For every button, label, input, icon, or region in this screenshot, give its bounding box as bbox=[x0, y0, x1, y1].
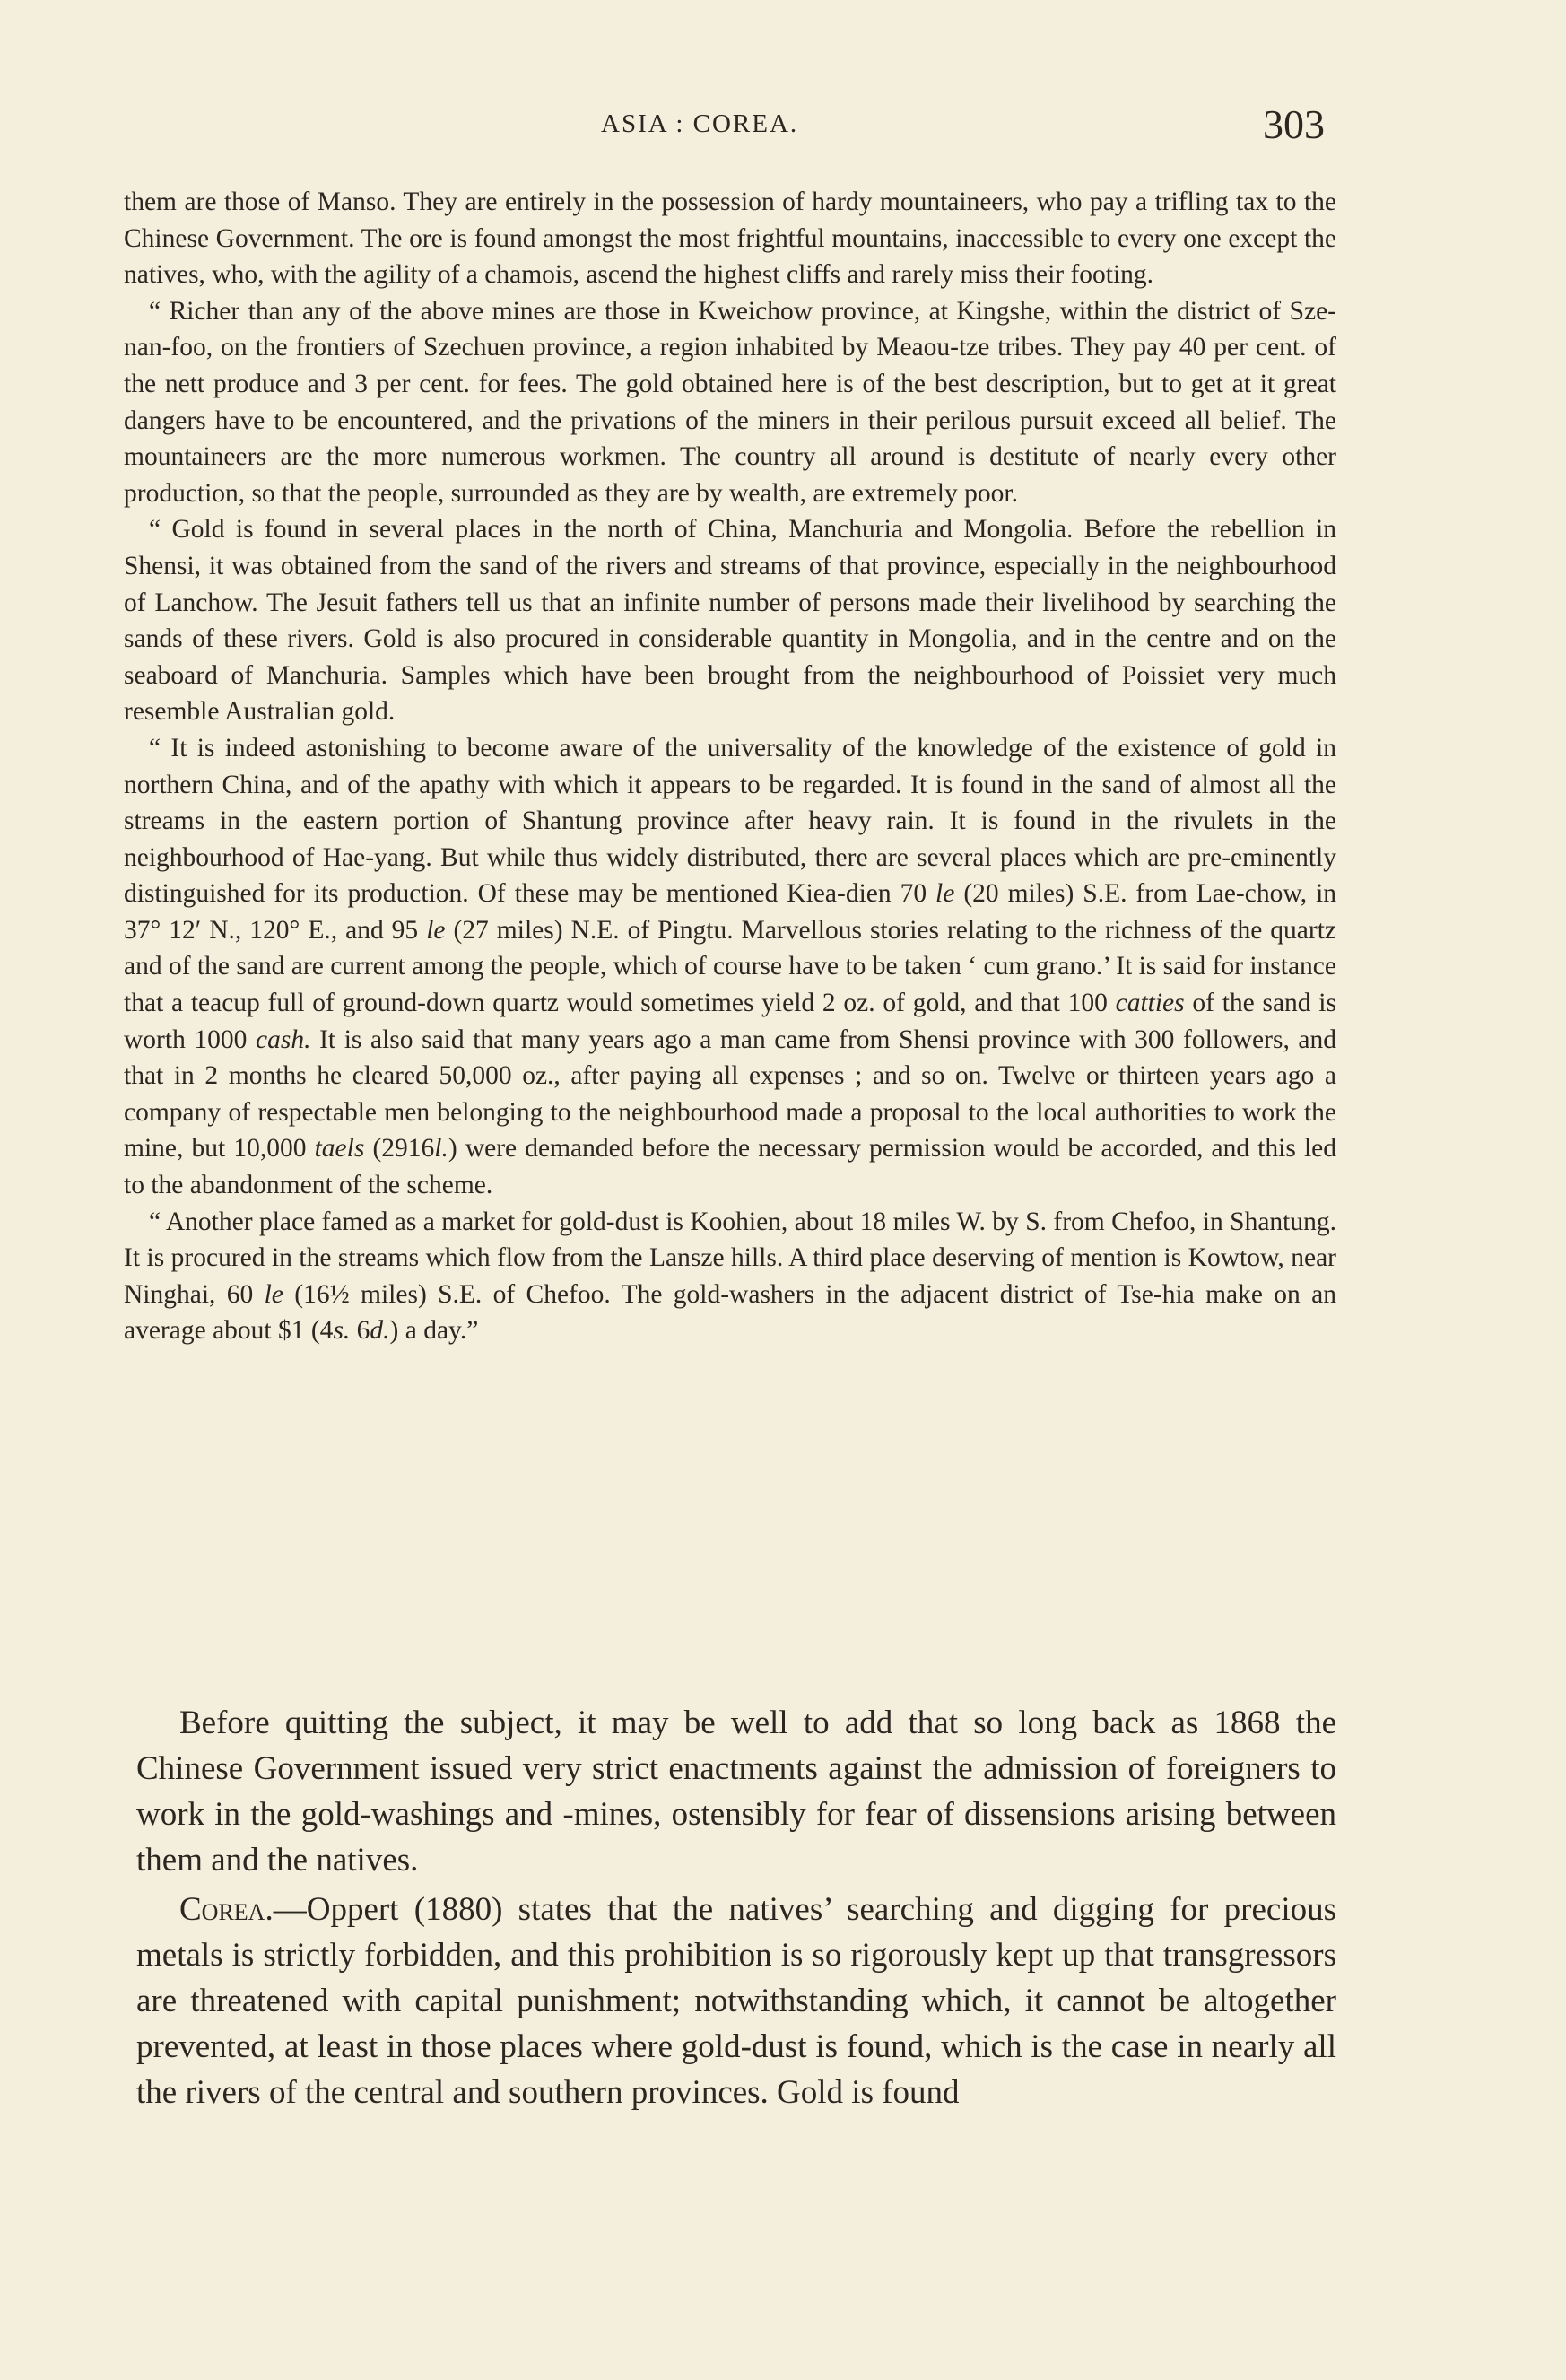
text-run: ) were demanded before the necessary permission would be accorded, and this led to the abandonment of the scheme. bbox=[124, 1134, 1336, 1200]
quoted-paragraph-2: “ Richer than any of the above mines are those in Kweichow province, at Kingshe, within the district of Sze-nan-foo, on the frontiers of Szechuen province, a region inhabited by Meaou-tze tribes. They pay 40 per cent. of the nett produce and 3 per cent. for fees. The gold obtained here is of the best description, but to get at it great dangers have to be encountered, and the privations of the miners in their perilous pursuit exceed all belief. The mountaineers are the more numerous workmen. The country all around is destitute of nearly every other production, so that the people, surrounded as they are by wealth, are extremely poor. bbox=[124, 296, 1336, 508]
italic-term: d. bbox=[370, 1316, 390, 1346]
quoted-paragraph-1: them are those of Manso. They are entirely in the possession of hardy mountaineers, who pay a trifling tax to the Chinese Government. The ore is found amongst the most frightful mountains, inaccessible to every one except the natives, who, with the agility of a chamois, ascend the highest cliffs and rarely miss their footing. bbox=[124, 187, 1336, 290]
italic-term: s. bbox=[333, 1316, 351, 1346]
text-run: “ Another place famed as a market for gold-dust is Koohien, about 18 miles W. by S. from Chefoo, in Shantung. It is procured in the streams which flow from the Lansze hills. A third place deserving of mention is Kowtow, near Ninghai, 60 bbox=[124, 1207, 1336, 1309]
italic-term: l. bbox=[434, 1134, 448, 1164]
main-text bbox=[136, 1700, 1336, 2119]
text-run: ) a day.” bbox=[389, 1316, 479, 1346]
quoted-passage bbox=[124, 184, 1336, 1349]
italic-term: catties bbox=[1115, 989, 1185, 1018]
body-paragraph-1: Before quitting the subject, it may be well to add that so long back as 1868 the Chinese Government issued very strict enactments against the admission of foreigners to work in the gold-washings and -mines, ostensibly for fear of dissensions arising between them and the natives. bbox=[136, 1704, 1336, 1879]
text-run: —Oppert (1880) states that the natives’ searching and digging for precious metals is strictly forbidden, and this prohibition is so rigorously kept up that transgressors are threatened with capital punishment; notwithstanding which, it cannot be altogether prevented, at least in those places where gold-dust is found, which is the case in nearly all the rivers of the central and southern provinces. Gold is found bbox=[136, 1891, 1336, 2111]
quoted-paragraph-4 bbox=[124, 730, 1336, 1204]
text-run: (27 miles) N.E. of Pingtu. Marvellous stories relating to the richness of the quartz and of the sand are current among the people, which of course have to be taken ‘ cum grano.’ It is said for instance that a teacup full of ground-down quartz would sometimes yield 2 oz. of gold, and that 100 bbox=[124, 915, 1337, 1018]
text-run: 6 bbox=[356, 1316, 370, 1346]
text-run: “ It is indeed astonishing to become aware of the universality of the knowledge of the existence of gold in northern China, and of the apathy with which it appears to be regarded. It is found in the sand of almost all the streams in the eastern portion of Shantung province after heavy rain. It is found in the rivulets in the neighbourhood of Hae-yang. But while thus widely distributed, there are several places which are pre-eminently distinguished for its production. Of these may be mentioned Kiea-dien 70 bbox=[124, 733, 1336, 909]
italic-term: taels bbox=[314, 1134, 365, 1164]
body-paragraph-2 bbox=[136, 1887, 1336, 2115]
quoted-paragraph-3: “ Gold is found in several places in the north of China, Manchuria and Mongolia. Before the rebellion in Shensi, it was obtained from the sand of the rivers and streams of that province, especially in the neighbourhood of Lanchow. The Jesuit fathers tell us that an infinite number of persons made their livelihood by searching the sands of these rivers. Gold is also procured in considerable quantity in Mongolia, and in the centre and on the seaboard of Manchuria. Samples which have been brought from the neighbourhood of Poissiet very much resemble Australian gold. bbox=[124, 515, 1336, 727]
italic-term: le bbox=[935, 879, 955, 909]
italic-term: cash. bbox=[256, 1024, 311, 1054]
text-run: of the sand is worth 1000 bbox=[124, 989, 1336, 1054]
italic-term: le bbox=[426, 915, 446, 945]
page-number: 303 bbox=[1263, 101, 1325, 147]
text-run: (2916 bbox=[372, 1134, 435, 1164]
text-run: (20 miles) S.E. from Lae-chow, in 37° 12′ N., 120° E., and 95 bbox=[124, 879, 1337, 945]
section-heading-corea: Corea. bbox=[179, 1891, 274, 1928]
quoted-paragraph-5 bbox=[124, 1204, 1336, 1349]
text-run: It is also said that many years ago a man came from Shensi province with 300 followers, and that in 2 months he cleared 50,000 oz., after paying all expenses ; and so on. Twelve or thirteen years ago a company of respectable men belonging to the neighbourhood made a proposal to the local authorities to work the mine, but 10,000 bbox=[124, 1024, 1337, 1164]
running-title: ASIA : COREA. bbox=[601, 109, 799, 138]
running-head bbox=[0, 101, 1566, 151]
text-run: (16½ miles) S.E. of Chefoo. The gold-washers in the adjacent district of Tse-hia make on an average about $1 (4 bbox=[124, 1279, 1336, 1346]
italic-term: le bbox=[264, 1279, 283, 1309]
